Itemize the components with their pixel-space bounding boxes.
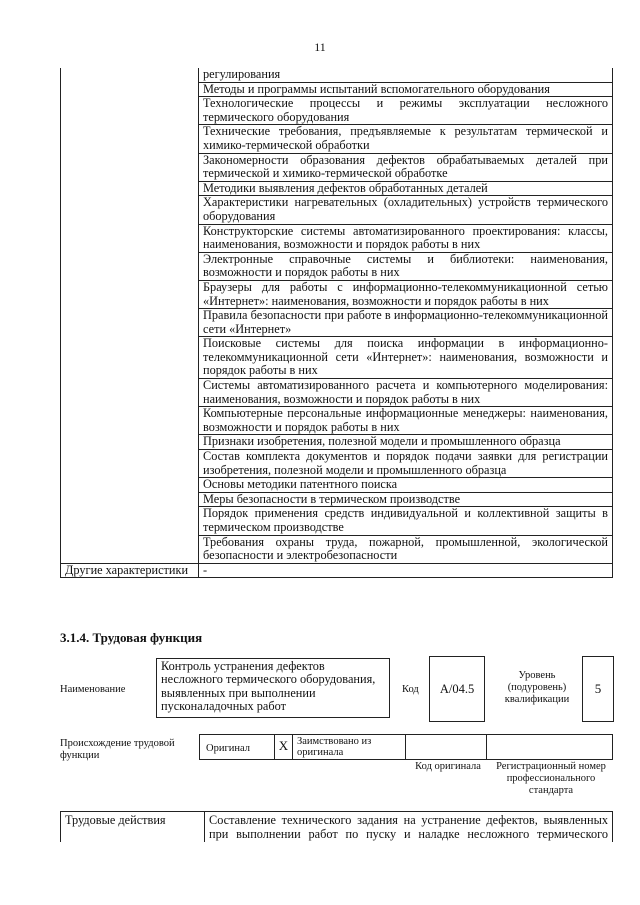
requirement-row xyxy=(61,492,613,507)
requirement-row xyxy=(61,309,613,337)
requirement-row xyxy=(61,82,613,97)
function-name-box: Контроль устранения дефектов несложного термического оборудования, выявленных при выполнении пусконаладочных работ xyxy=(156,658,390,718)
requirement-row xyxy=(61,280,613,308)
requirement-text: Поисковые системы для поиска информации в информационно-телекоммуникационной сети «Интернет»: наименования, возможности и порядок работы в них xyxy=(199,337,613,379)
reg-number-caption: Регистрационный номер профессионального стандарта xyxy=(496,761,606,796)
other-characteristics-row xyxy=(61,563,613,578)
requirement-row-label xyxy=(61,125,199,153)
requirement-row-label xyxy=(61,492,199,507)
requirement-row xyxy=(61,97,613,125)
code-original-cell xyxy=(406,735,487,759)
requirement-text: Технологические процессы и режимы эксплуатации несложного термического оборудования xyxy=(199,97,613,125)
requirement-text: Меры безопасности в термическом производстве xyxy=(199,492,613,507)
requirement-row-label xyxy=(61,379,199,407)
code-original-caption: Код оригинала xyxy=(415,761,481,772)
requirement-row-label xyxy=(61,535,199,563)
origin-label: Происхождение трудовой функции xyxy=(60,738,175,761)
requirement-row xyxy=(61,224,613,252)
code-label: Код xyxy=(402,684,419,695)
requirement-row xyxy=(61,407,613,435)
other-characteristics-label: Другие характеристики xyxy=(61,563,199,578)
actions-table xyxy=(60,811,613,842)
requirement-row-label xyxy=(61,68,199,82)
actions-label: Трудовые действия xyxy=(61,812,205,843)
requirement-text: Признаки изобретения, полезной модели и промышленного образца xyxy=(199,435,613,450)
requirement-text: Технические требования, предъявляемые к результатам термической и химико-термической обработки xyxy=(199,125,613,153)
requirement-text: Порядок применения средств индивидуальной и коллективной защиты в термическом производстве xyxy=(199,507,613,535)
requirement-row-label xyxy=(61,407,199,435)
original-label: Оригинал xyxy=(206,743,250,754)
requirement-row xyxy=(61,125,613,153)
requirement-row xyxy=(61,507,613,535)
requirement-row-label xyxy=(61,82,199,97)
requirement-row-label xyxy=(61,435,199,450)
requirement-text: Методики выявления дефектов обработанных деталей xyxy=(199,181,613,196)
requirement-text: Характеристики нагревательных (охладительных) устройств термического оборудования xyxy=(199,196,613,224)
requirement-row-label xyxy=(61,252,199,280)
function-code-box: A/04.5 xyxy=(429,656,485,722)
requirement-text: Правила безопасности при работе в информационно-телекоммуникационной сети «Интернет» xyxy=(199,309,613,337)
requirement-row-label xyxy=(61,478,199,493)
requirement-row xyxy=(61,435,613,450)
original-mark-cell: X xyxy=(275,735,293,759)
level-box: 5 xyxy=(582,656,614,722)
requirement-row xyxy=(61,68,613,82)
requirement-row xyxy=(61,379,613,407)
requirement-row-label xyxy=(61,196,199,224)
requirement-row xyxy=(61,181,613,196)
requirement-row-label xyxy=(61,450,199,478)
requirement-row-label xyxy=(61,97,199,125)
requirement-text: Требования охраны труда, пожарной, промышленной, экологической безопасности и электробезопасности xyxy=(199,535,613,563)
requirement-row-label xyxy=(61,181,199,196)
requirement-row-label xyxy=(61,224,199,252)
section-title: 3.1.4. Трудовая функция xyxy=(60,630,203,645)
actions-text: Составление технического задания на устранение дефектов, выявленных при выполнении работ по пуску и наладке несложного термического xyxy=(205,812,613,843)
requirement-text: Основы методики патентного поиска xyxy=(199,478,613,493)
requirement-row xyxy=(61,196,613,224)
requirement-row-label xyxy=(61,309,199,337)
requirement-row-label xyxy=(61,153,199,181)
requirement-row xyxy=(61,252,613,280)
borrowed-cell: Заимствовано из оригинала xyxy=(293,735,406,759)
requirement-row-label xyxy=(61,507,199,535)
page-number: 11 xyxy=(314,40,326,54)
reg-number-cell xyxy=(487,735,612,759)
requirement-row xyxy=(61,478,613,493)
original-cell xyxy=(200,735,275,759)
requirement-row xyxy=(61,535,613,563)
requirement-text: Компьютерные персональные информационные менеджеры: наименования, возможности и порядок работы в них xyxy=(199,407,613,435)
requirement-text: Конструкторские системы автоматизированного проектирования: классы, наименования, возможности и порядок работы в них xyxy=(199,224,613,252)
requirement-row xyxy=(61,337,613,379)
requirement-text: регулирования xyxy=(199,68,613,82)
requirement-row xyxy=(61,153,613,181)
level-label: Уровень (подуровень) квалификации xyxy=(504,670,570,705)
requirement-text: Закономерности образования дефектов обрабатываемых деталей при термической и химико-термической обработке xyxy=(199,153,613,181)
requirement-text: Электронные справочные системы и библиотеки: наименования, возможности и порядок работы в них xyxy=(199,252,613,280)
other-characteristics-value: - xyxy=(199,563,613,578)
requirements-table xyxy=(60,68,613,578)
name-label: Наименование xyxy=(60,684,126,695)
requirement-row-label xyxy=(61,280,199,308)
requirement-text: Состав комплекта документов и порядок подачи заявки для регистрации изобретения, полезной модели и промышленного образца xyxy=(199,450,613,478)
requirement-text: Браузеры для работы с информационно-телекоммуникационной сетью «Интернет»: наименования, возможности и порядок работы в них xyxy=(199,280,613,308)
requirement-row xyxy=(61,450,613,478)
requirement-text: Системы автоматизированного расчета и компьютерного моделирования: наименования, возможности и порядок работы в них xyxy=(199,379,613,407)
origin-row xyxy=(199,734,613,760)
requirement-row-label xyxy=(61,337,199,379)
requirement-text: Методы и программы испытаний вспомогательного оборудования xyxy=(199,82,613,97)
